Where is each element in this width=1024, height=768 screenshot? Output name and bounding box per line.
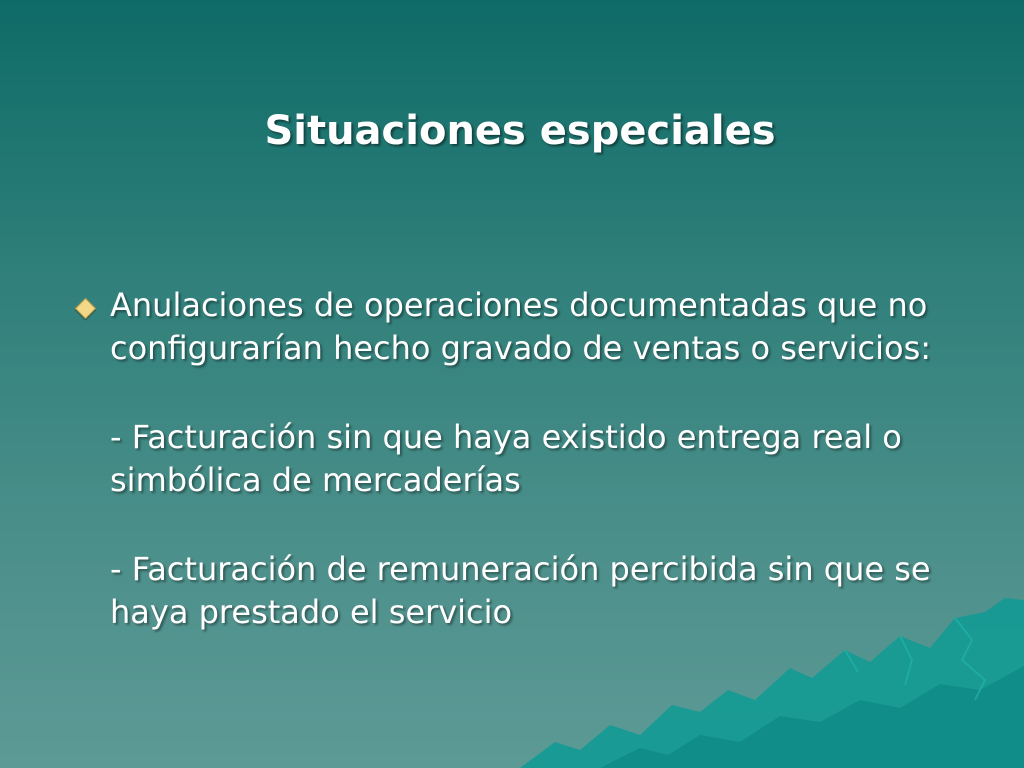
bullet-text: Anulaciones de operaciones documentadas que no configurarían hecho gravado de ventas o servicios: [110,286,932,367]
paragraph-facturacion-entrega: - Facturación sin que haya existido entrega real o simbólica de mercaderías [110,418,902,499]
slide-title: Situaciones especiales [264,108,776,154]
bullet-item [72,284,1002,370]
paragraph-facturacion-servicio: - Facturación de remuneración percibida sin que se haya prestado el servicio [110,550,931,631]
diamond-bullet-icon [75,298,96,319]
slide-content [72,284,1002,634]
